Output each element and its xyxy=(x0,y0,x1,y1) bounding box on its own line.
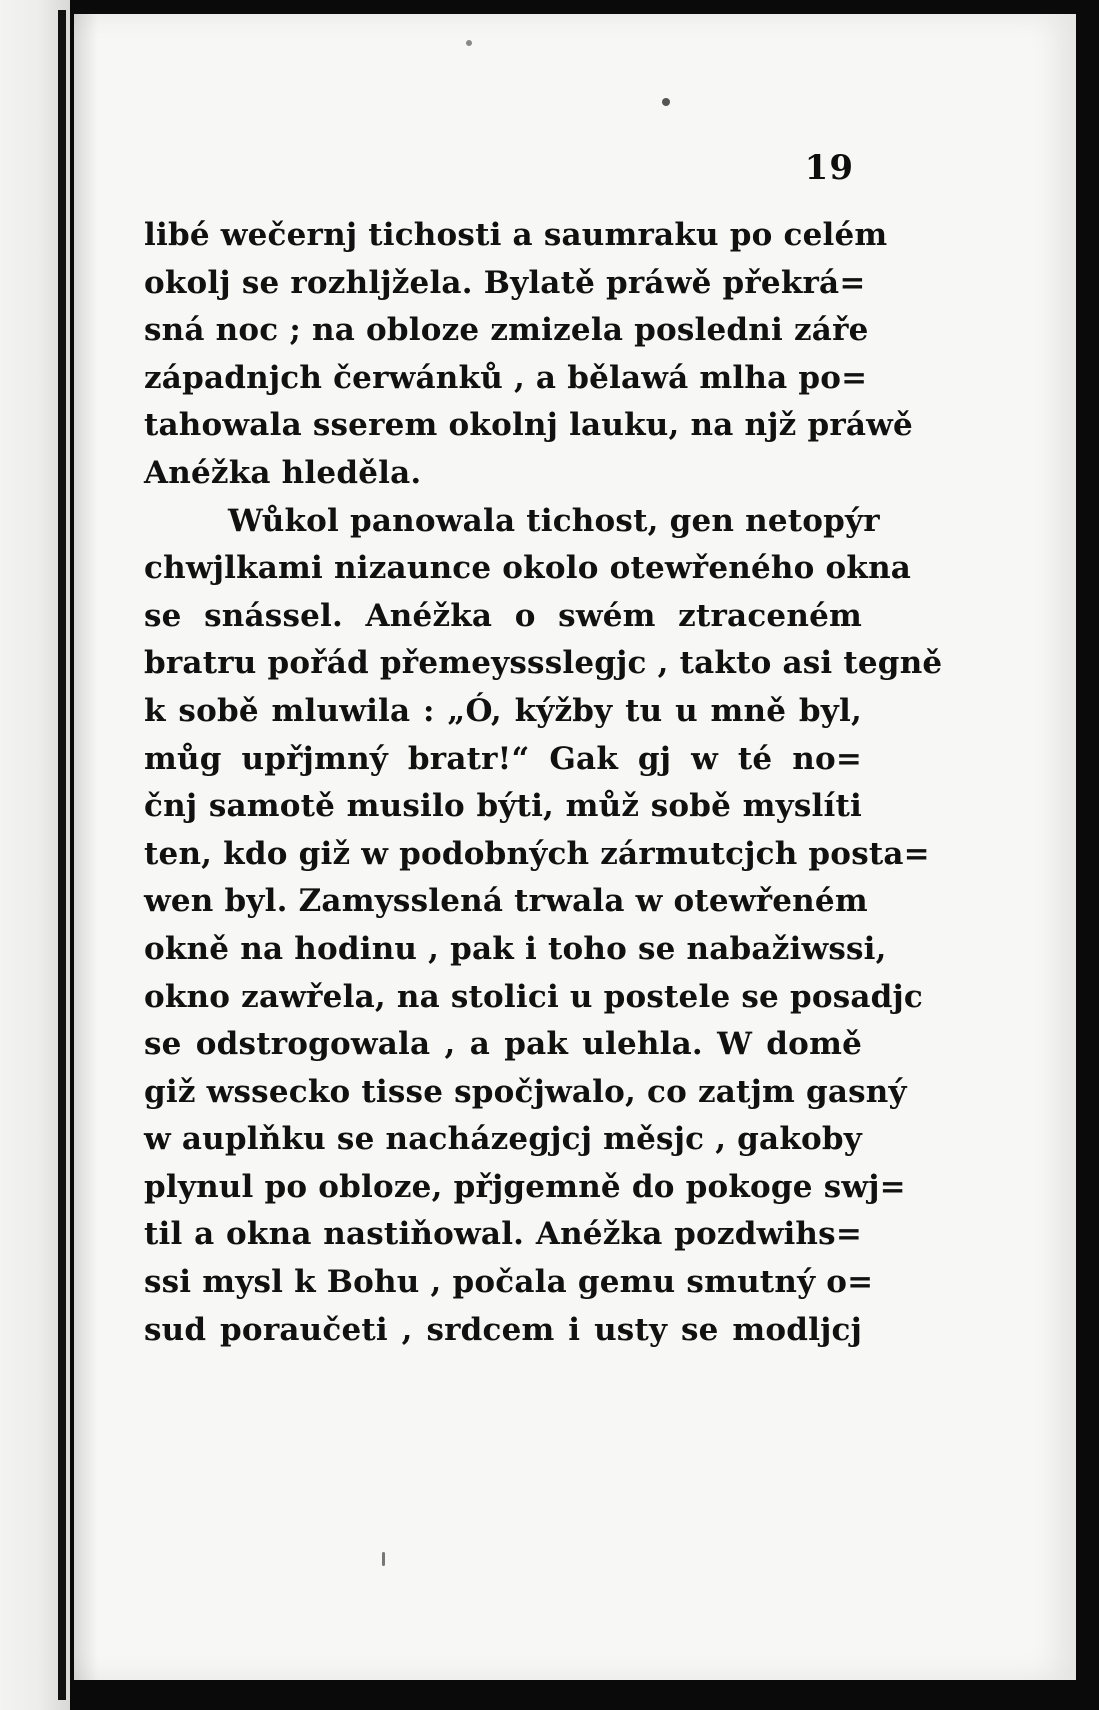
text-line: plynul po obloze, přjgemně do pokoge swj= xyxy=(144,1168,906,1205)
text-line: okolj se rozhljžela. Bylatě práwě překrá= xyxy=(144,264,866,301)
text-line-paragraph-start: Wůkol panowala tichost, gen netopýr xyxy=(228,502,880,539)
text-line: západnjch čerwánků , a bělawá mlha po= xyxy=(144,359,868,396)
text-line: ten, kdo giž w podobných zármutcjch posta= xyxy=(144,835,930,872)
text-line: Anéžka hleděla. xyxy=(144,454,422,491)
text-line: sná noc ; na obloze zmizela posledni záře xyxy=(144,312,869,349)
text-line: se odstrogowala , a pak ulehla. W domě xyxy=(144,1026,862,1063)
previous-page-edge xyxy=(0,0,70,1710)
text-line: čnj samotě musilo býti, můž sobě myslíti xyxy=(144,788,862,825)
text-line: okno zawřela, na stolici u postele se posadjc xyxy=(144,978,924,1015)
gutter-shadow xyxy=(74,14,98,1680)
text-line: okně na hodinu , pak i toho se nabažiwssi, xyxy=(144,930,887,967)
text-line: k sobě mluwila : „Ó, kýžby tu u mně byl, xyxy=(144,692,862,729)
text-line: giž wsseckо tisse spočjwalo, co zatjm gasný xyxy=(144,1073,907,1110)
text-line: můg upřjmný bratr!“ Gak gj w té no= xyxy=(144,740,862,777)
paper-speck xyxy=(382,1552,385,1566)
text-line: wen byl. Zamysslená trwala w otewřeném xyxy=(144,883,868,920)
paper-speck xyxy=(662,98,670,106)
text-line: til a okna nastiňowal. Anéžka pozdwihs= xyxy=(144,1216,862,1253)
paper-speck xyxy=(466,40,472,46)
text-line: tahowala sserem okolnj lauku, na njž práwě xyxy=(144,407,913,444)
text-line: sud poraučeti , srdcem i usty se modljcj xyxy=(144,1311,862,1348)
text-line: w auplňku se nacházegjcj měsjc , gakoby xyxy=(144,1121,862,1158)
text-line: chwjlkami nizaunce okolo otewřeného okna xyxy=(144,550,912,587)
text-line: se snássel. Anéžka o swém ztraceném xyxy=(144,597,862,634)
text-line: ssi mysl k Bohu , počala gemu smutný o= xyxy=(144,1264,874,1301)
binding-shadow xyxy=(58,10,66,1700)
page-number: 19 xyxy=(804,148,854,188)
text-line: libé wečernj tichosti a saumraku po celém xyxy=(144,217,888,253)
book-page xyxy=(74,14,1076,1680)
page-body-text xyxy=(144,212,943,1354)
text-line: bratru pořád přemeyssslegjc , takto asi tegně xyxy=(144,645,943,682)
